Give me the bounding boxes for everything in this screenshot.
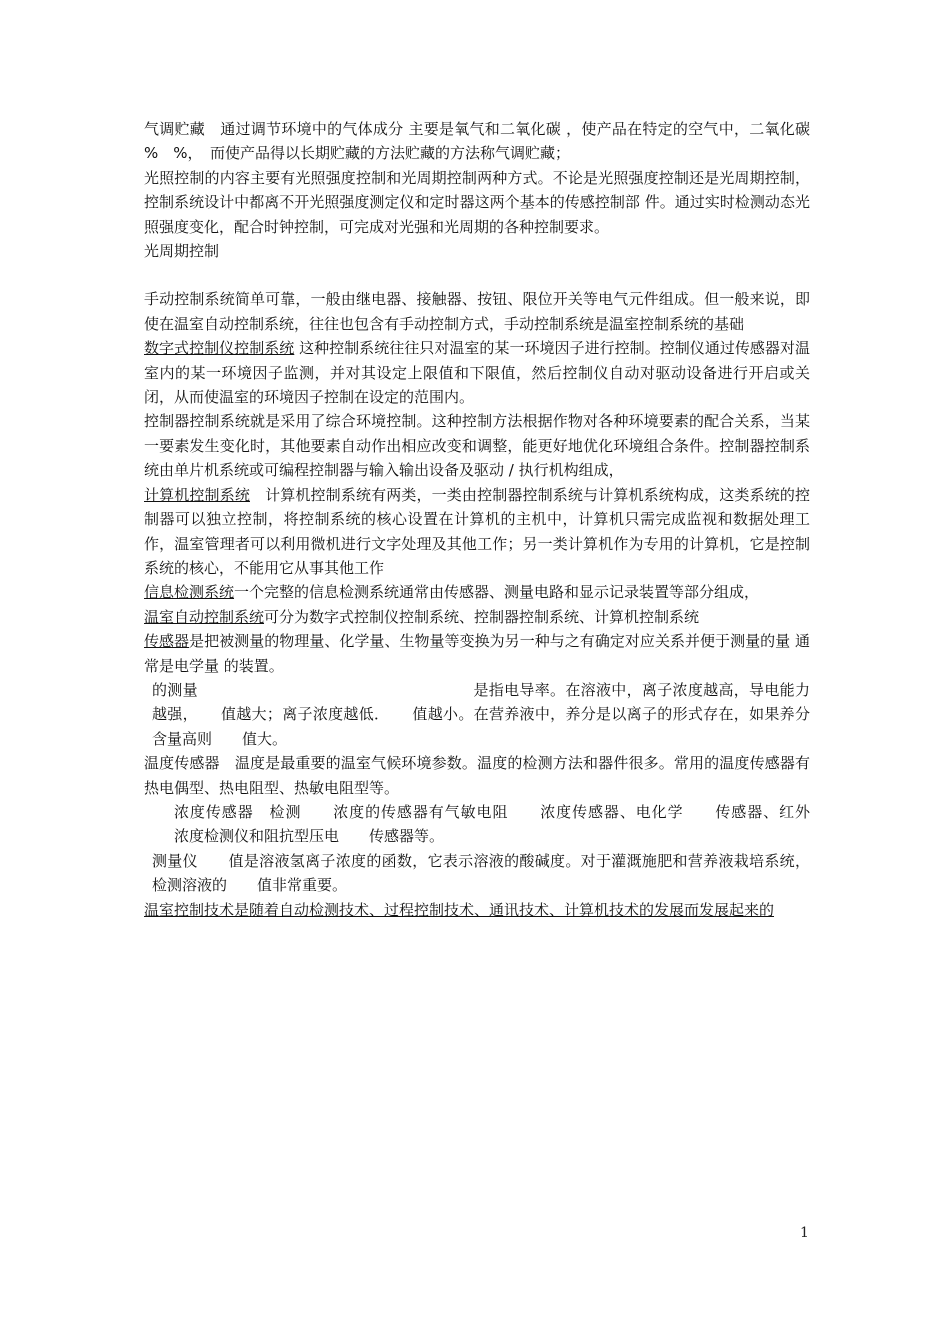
paragraph-photoperiod: 光周期控制 xyxy=(144,242,220,261)
paragraph-manual-control: 手动控制系统简单可靠，一般由继电器、接触器、按钮、限位开关等电气元件组成。但一般来说，即使在温室自动控制系统，往往也包含有手动控制方式，手动控制系统是温室控制系统的基础 xyxy=(144,290,810,333)
paragraph-temperature-sensor: 温度传感器 温度是最重要的温室气候环境参数。温度的检测方法和器件很多。常用的温度传感器有热电偶型、热电阻型、热敏电阻型等。 xyxy=(144,754,810,797)
term-auto-control: 温室自动控制系统 xyxy=(144,607,265,626)
blank-line xyxy=(144,263,810,287)
body-text xyxy=(144,117,841,922)
term-computer-control: 计算机控制系统 xyxy=(144,485,250,504)
paragraph-auto-control: 温室自动控制系统可分为数字式控制仪控制系统、控制器控制系统、计算机控制系统 xyxy=(144,607,700,626)
paragraph-controlled-atmosphere: 气调贮藏 通过调节环境中的气体成分 主要是氧气和二氧化碳 ，使产品在特定的空气中，二氧化碳 % %， 而使产品得以长期贮藏的方法贮藏的方法称气调贮藏； xyxy=(144,120,826,163)
paragraph-ph-meter: 测量仪 值是溶液氢离子浓度的函数，它表示溶液的酸碱度。对于灌溉施肥和营养液栽培系统，检测溶液的 值非常重要。 xyxy=(152,851,810,895)
paragraph-concentration-sensor: 浓度传感器 检测 浓度的传感器有气敏电阻 浓度传感器、电化学 传感器、红外 浓度检测仪和阻抗型压电 传感器等。 xyxy=(174,802,841,846)
paragraph-light-control: 光照控制的内容主要有光照强度控制和光周期控制两种方式。不论是光照强度控制还是光周期控制，控制系统设计中都离不开光照强度测定仪和定时器这两个基本的传感控制部 件。通过实时检测动态光照强度变化，配合时钟控制，可完成对光强和光周期的各种控制要求。 xyxy=(144,168,810,236)
term-sensor: 传感器 xyxy=(144,632,190,651)
term-digital-controller: 数字式控制仪控制系统 xyxy=(144,339,295,358)
paragraph-ec-measure: 的测量 是指电导率。在溶液中，离子浓度越高，导电能力越强， 值越大；离子浓度越低． 值越小。在营养液中，养分是以离子的形式存在，如果养分含量高则 值大。 xyxy=(152,680,810,748)
paragraph-sensor: 传感器是把被测量的物理量、化学量、生物量等变换为另一种与之有确定对应关系并便于测量的量 通常是电学量 的装置。 xyxy=(144,632,810,675)
paragraph-controller-system: 控制器控制系统就是采用了综合环境控制。这种控制方法根据作物对各种环境要素的配合关系，当某一要素发生变化时，其他要素自动作出相应改变和调整，能更好地优化环境组合条件。控制器控制系统由单片机系统或可编程控制器与输入输出设备及驱动 / 执行机构组成， xyxy=(144,412,810,480)
paragraph-digital-controller: 数字式控制仪控制系统 这种控制系统往往只对温室的某一环境因子进行控制。控制仪通过传感器对温室内的某一环境因子监测，并对其设定上限值和下限值，然后控制仪自动对驱动设备进行开启或关闭，从而使温室的环境因子控制在设定的范围内。 xyxy=(144,339,810,407)
paragraph-computer-control: 计算机控制系统 计算机控制系统有两类，一类由控制器控制系统与计算机系统构成，这类系统的控制器可以独立控制，将控制系统的核心设置在计算机的主机中，计算机只需完成监视和数据处理工作，温室管理者可以利用微机进行文字处理及其他工作；另一类计算机作为专用的计算机，它是控制系统的核心，不能用它从事其他工作 xyxy=(144,485,810,577)
paragraph-control-tech: 温室控制技术是随着自动检测技术、过程控制技术、通讯技术、计算机技术的发展而发展起来的 xyxy=(144,900,775,919)
page-number: 1 xyxy=(800,1225,809,1241)
paragraph-info-detection: 信息检测系统一个完整的信息检测系统通常由传感器、测量电路和显示记录装置等部分组成， xyxy=(144,583,760,602)
term-info-detection: 信息检测系统 xyxy=(144,583,235,602)
